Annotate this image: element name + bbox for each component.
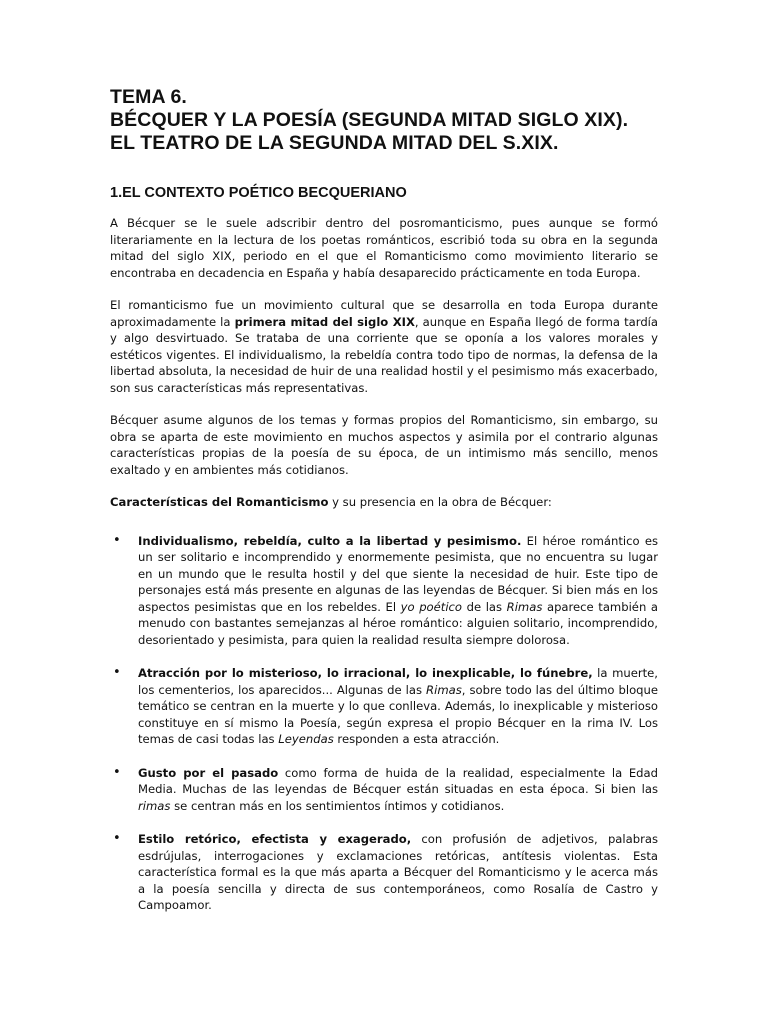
paragraph-2: [110, 297, 658, 396]
feature-bold: Atracción por lo misterioso, lo irracional, lo inexplicable, lo fúnebre,: [138, 666, 593, 680]
feature-text: responden a esta atracción.: [333, 732, 500, 746]
feature-italic: yo poético: [400, 599, 463, 614]
feature-text: de las: [462, 599, 507, 614]
feature-italic: Leyendas: [278, 732, 334, 746]
list-item: [110, 665, 658, 748]
feature-italic: Rimas: [506, 599, 543, 614]
features-intro-rest: y su presencia en la obra de Bécquer:: [328, 495, 552, 509]
paragraph-2-text-a: El romanticismo fue un movimiento cultural que se desarrolla en toda Europa durante aproximadamente la: [110, 298, 658, 329]
feature-bold: Gusto por el pasado: [138, 765, 279, 780]
title-line-1: TEMA 6.: [110, 86, 187, 108]
list-item: [110, 765, 658, 815]
bullet-icon: •: [113, 532, 121, 548]
paragraph-2-text-c: , aunque en España llegó de forma tardía y algo desvirtuado. Se trataba de una corriente que se oponía a los valores morales y estéticos vigentes. El individualismo, la rebeldía contra todo tipo de normas, la defensa de la libertad absoluta, la necesidad de huir de una realidad hostil y el pesimismo más exacerbado, son sus características más representativas.: [110, 314, 658, 395]
feature-italic: Rimas: [426, 682, 462, 697]
list-item-body: [138, 533, 658, 649]
list-item-body: [138, 831, 658, 914]
document-page: [110, 86, 658, 931]
feature-bold: Estilo retórico, efectista y exagerado,: [138, 832, 412, 846]
features-intro: [110, 494, 658, 511]
title-line-2: BÉCQUER Y LA POESÍA (SEGUNDA MITAD SIGLO XIX).: [110, 109, 629, 131]
section-heading: 1.EL CONTEXTO POÉTICO BECQUERIANO: [110, 185, 407, 201]
feature-text: , sobre todo las del último bloque temático se centran en la muerte y lo que conlleva. Además, lo inexplicable y misterioso constituye en sí mismo la Poesía, según expresa el propio Bécquer en la rima IV. Los temas de casi todas las: [138, 682, 658, 746]
list-item-body: [138, 665, 658, 748]
feature-text: como forma de huida de la realidad, especialmente la Edad Media. Muchas de las leyendas de Bécquer están situadas en esta época. Si bien las: [138, 765, 659, 796]
feature-text: la muerte, los cementerios, los aparecidos... Algunas de las: [138, 666, 658, 697]
feature-italic: rimas: [138, 798, 171, 813]
list-item: [110, 533, 658, 649]
paragraph-1: A Bécquer se le suele adscribir dentro del posromanticismo, pues aunque se formó literariamente en la lectura de los poetas románticos, escribió toda su obra en la segunda mitad del siglo XIX, periodo en el que el Romanticismo como movimiento literario se encontraba en decadencia en España y había desaparecido prácticamente en toda Europa.: [110, 216, 658, 280]
feature-bold: Individualismo, rebeldía, culto a la libertad y pesimismo.: [138, 533, 522, 548]
title-block: [110, 86, 658, 155]
feature-text: El héroe romántico es un ser solitario e incomprendido y enormemente pesimista, que no encuentra su lugar en un mundo que le resulta hostil y del que siente la necesidad de huir. Este tipo de personajes está más presente en algunas de las leyendas de Bécquer. Si bien más en los aspectos pesimistas que en los rebeldes. El: [138, 533, 658, 614]
title-line-3: EL TEATRO DE LA SEGUNDA MITAD DEL S.XIX.: [110, 132, 559, 154]
list-item: [110, 831, 658, 914]
features-list: [110, 533, 658, 914]
bullet-icon: •: [113, 764, 121, 780]
feature-text: se centran más en los sentimientos íntimos y cotidianos.: [170, 798, 505, 813]
bullet-icon: •: [113, 665, 121, 680]
list-item-body: [138, 765, 658, 815]
features-intro-bold: Características del Romanticismo: [110, 495, 329, 509]
feature-text: aparece también a menudo con bastantes semejanzas al héroe romántico: alguien solitario, incomprendido, desorientado y pesimista, para quien la realidad resulta siempre dolorosa.: [138, 599, 658, 647]
bullet-icon: •: [113, 831, 121, 846]
paragraph-2-bold: primera mitad del siglo XIX: [234, 314, 415, 329]
paragraph-3: Bécquer asume algunos de los temas y formas propios del Romanticismo, sin embargo, su obra se aparta de este movimiento en muchos aspectos y asimila por el contrario algunas características propias de la poesía de su época, de un intimismo más sencillo, menos exaltado y en ambientes más cotidianos.: [110, 413, 658, 477]
feature-text: con profusión de adjetivos, palabras esdrújulas, interrogaciones y exclamaciones retóricas, antítesis violentas. Esta característica formal es la que más aparta a Bécquer del Romanticismo y le acerca más a la poesía sencilla y directa de sus contemporáneos, como Rosalía de Castro y Campoamor.: [138, 832, 659, 912]
